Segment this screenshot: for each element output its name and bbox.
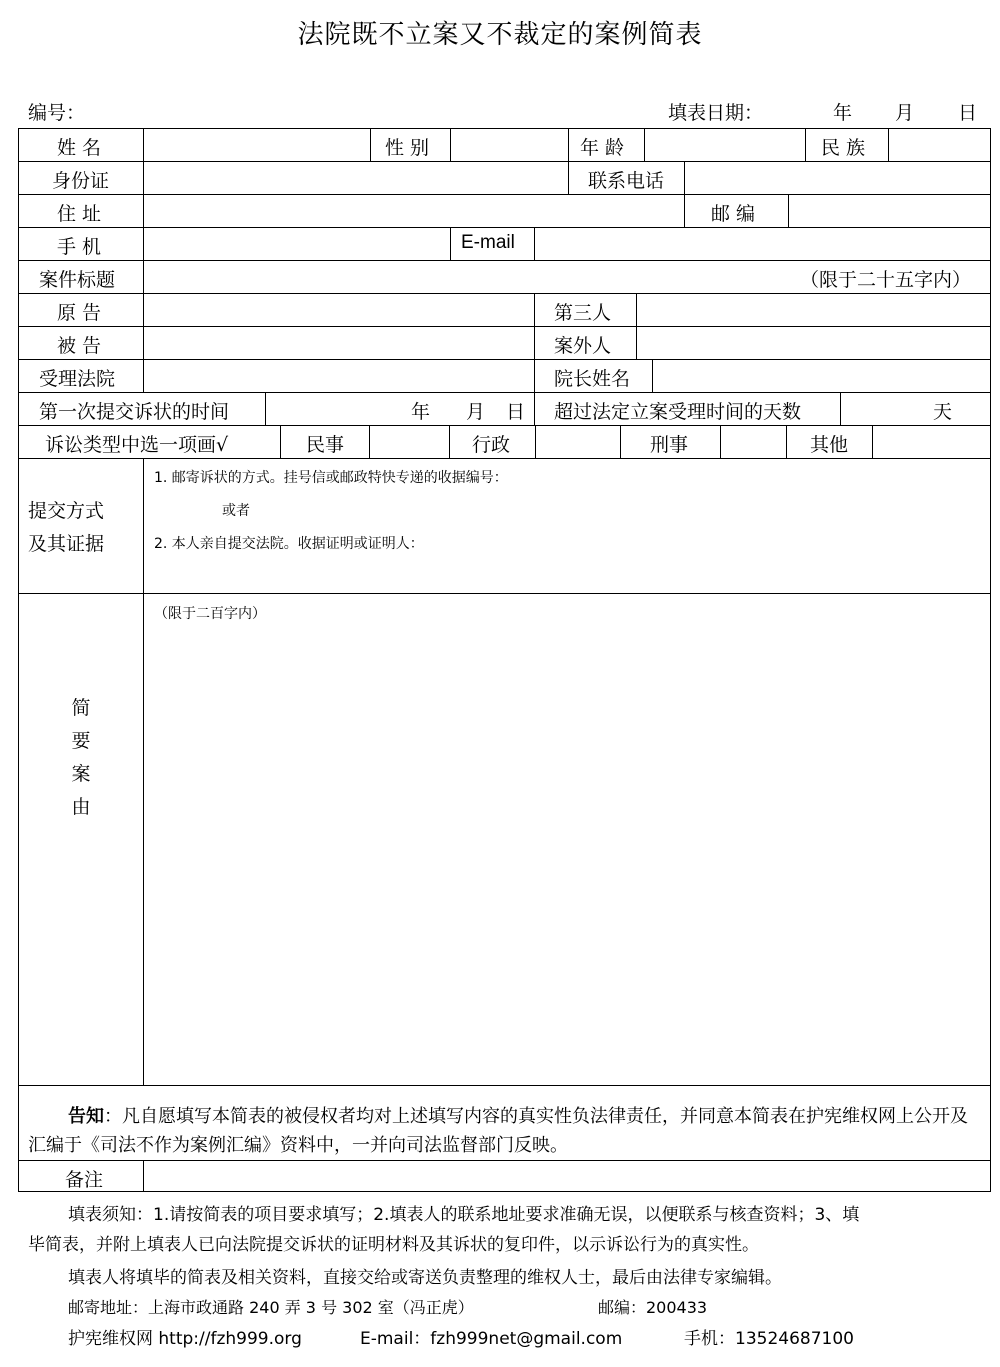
notice-text: ：凡自愿填写本简表的被侵权者均对上述填写内容的真实性负法律责任，并同意本简表在护宪维权网上公开及汇编于《司法不作为案例汇编》资料中，一并向司法监督部门反映。 bbox=[28, 1106, 968, 1156]
administrative-checkbox[interactable] bbox=[536, 426, 619, 457]
submission-label-1: 提交方式 bbox=[28, 500, 105, 522]
case-title-label: 案件标题 bbox=[39, 269, 116, 291]
age-field[interactable] bbox=[645, 129, 804, 160]
other-label: 其他 bbox=[810, 434, 849, 456]
address-field[interactable] bbox=[144, 195, 683, 226]
submission-label-2: 及其证据 bbox=[28, 533, 105, 555]
administrative-label: 行政 bbox=[472, 434, 511, 456]
email-field[interactable] bbox=[535, 228, 989, 259]
instructions-line-1: 填表须知：1.请按简表的项目要求填写；2.填表人的联系地址要求准确无误，以便联系与核查资料；3、填 bbox=[68, 1205, 860, 1225]
first-submit-day: 日 bbox=[506, 401, 526, 423]
email-link[interactable]: E-mail：fzh999net@gmail.com bbox=[360, 1329, 623, 1349]
president-label: 院长姓名 bbox=[554, 368, 631, 390]
court-field[interactable] bbox=[144, 360, 533, 391]
website-link[interactable]: 护宪维权网 http://fzh999.org bbox=[68, 1329, 302, 1349]
email-label: E-mail bbox=[461, 232, 515, 253]
age-label: 年 龄 bbox=[580, 137, 625, 159]
first-submit-month: 月 bbox=[466, 401, 486, 423]
brief-textarea[interactable] bbox=[144, 625, 989, 1083]
gender-field[interactable] bbox=[451, 129, 567, 160]
remarks-field[interactable] bbox=[144, 1161, 989, 1191]
instructions-line-2: 毕简表，并附上填表人已向法院提交诉状的证明材料及其诉状的复印件，以示诉讼行为的真实性。 bbox=[28, 1235, 759, 1255]
case-title-field[interactable] bbox=[144, 261, 784, 292]
plaintiff-label: 原 告 bbox=[57, 302, 102, 324]
submission-field[interactable] bbox=[580, 462, 980, 582]
brief-label: 简 要 案 由 bbox=[71, 697, 91, 818]
defendant-field[interactable] bbox=[144, 327, 533, 358]
date-label: 填表日期： bbox=[668, 102, 764, 124]
form-title: 法院既不立案又不裁定的案例简表 bbox=[297, 20, 703, 50]
submission-item-2: 2. 本人亲自提交法院。收据证明或证明人： bbox=[154, 536, 424, 552]
name-label: 姓 名 bbox=[57, 137, 102, 159]
postcode-field[interactable] bbox=[789, 195, 989, 226]
brief-limit: （限于二百字内） bbox=[154, 606, 266, 622]
days-unit: 天 bbox=[933, 401, 953, 423]
first-submit-label: 第一次提交诉状的时间 bbox=[39, 401, 230, 423]
mail-address: 邮寄地址：上海市政通路 240 弄 3 号 302 室（冯正虎） bbox=[68, 1298, 474, 1317]
number-label: 编号： bbox=[28, 102, 86, 124]
other-checkbox[interactable] bbox=[873, 426, 989, 457]
first-submit-year: 年 bbox=[411, 401, 431, 423]
submission-item-1: 1. 邮寄诉状的方式。挂号信或邮政特快专递的收据编号： bbox=[154, 470, 508, 486]
ethnicity-field[interactable] bbox=[889, 129, 989, 160]
civil-label: 民事 bbox=[306, 434, 345, 456]
overdue-days-label: 超过法定立案受理时间的天数 bbox=[554, 401, 802, 423]
outsider-field[interactable] bbox=[637, 327, 989, 358]
defendant-label: 被 告 bbox=[57, 335, 102, 357]
submit-note: 填表人将填毕的简表及相关资料，直接交给或寄送负责整理的维权人士，最后由法律专家编辑。 bbox=[68, 1268, 782, 1288]
contact-phone-field[interactable] bbox=[685, 162, 989, 193]
criminal-label: 刑事 bbox=[650, 434, 689, 456]
contact-phone-label: 联系电话 bbox=[588, 170, 665, 192]
postcode-label: 邮 编 bbox=[711, 203, 756, 225]
submission-or: 或者 bbox=[222, 503, 250, 519]
date-year: 年 bbox=[833, 102, 853, 124]
president-field[interactable] bbox=[653, 360, 989, 391]
case-title-limit: （限于二十五字内） bbox=[800, 269, 972, 291]
date-day: 日 bbox=[958, 102, 978, 124]
mail-postcode: 邮编：200433 bbox=[598, 1298, 708, 1317]
notice-bold: 告知 bbox=[68, 1106, 104, 1127]
id-card-label: 身份证 bbox=[52, 170, 110, 192]
notice bbox=[28, 1102, 983, 1160]
mobile-number: 手机：13524687100 bbox=[684, 1329, 854, 1349]
outsider-label: 案外人 bbox=[554, 335, 612, 357]
address-label: 住 址 bbox=[57, 203, 102, 225]
ethnicity-label: 民 族 bbox=[821, 137, 866, 159]
criminal-checkbox[interactable] bbox=[721, 426, 785, 457]
court-label: 受理法院 bbox=[39, 368, 116, 390]
gender-label: 性 别 bbox=[385, 137, 430, 159]
lawsuit-type-label: 诉讼类型中选一项画√ bbox=[45, 434, 229, 456]
mobile-field[interactable] bbox=[144, 228, 449, 259]
date-month: 月 bbox=[895, 102, 915, 124]
id-card-field[interactable] bbox=[144, 162, 567, 193]
name-field[interactable] bbox=[144, 129, 369, 160]
third-party-field[interactable] bbox=[637, 294, 989, 325]
mobile-label: 手 机 bbox=[57, 236, 102, 258]
third-party-label: 第三人 bbox=[554, 302, 612, 324]
civil-checkbox[interactable] bbox=[370, 426, 448, 457]
plaintiff-field[interactable] bbox=[144, 294, 533, 325]
remarks-label: 备注 bbox=[65, 1169, 104, 1191]
